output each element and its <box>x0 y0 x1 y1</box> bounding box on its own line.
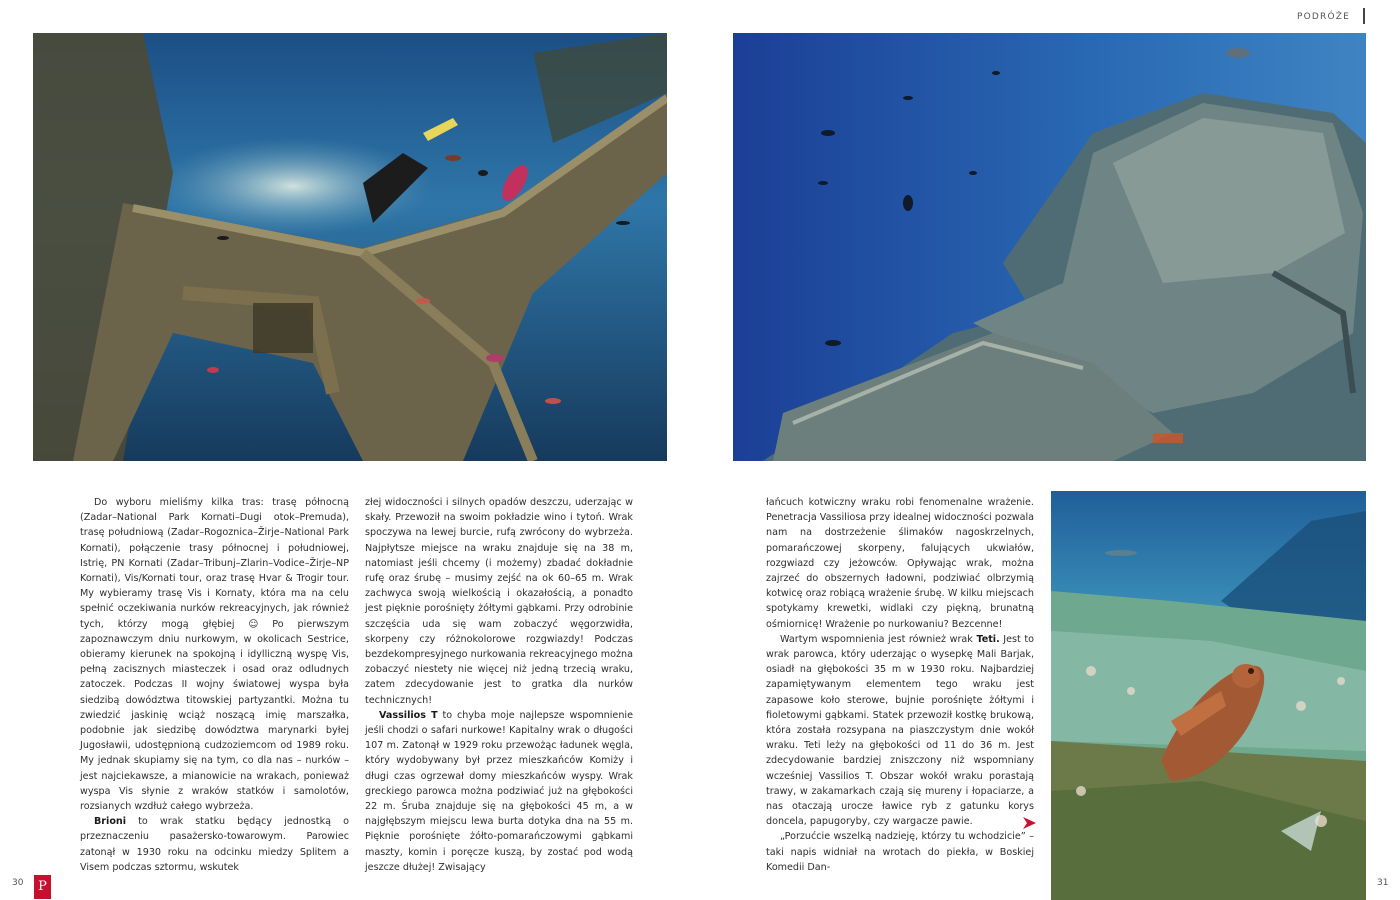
paragraph: „Porzućcie wszelką nadzieję, którzy tu wchodzicie” – taki napis widniał na wrotach do piekła, w Boskiej Komedii Dan- <box>766 831 1034 873</box>
wreck-name: Teti. <box>976 633 1000 645</box>
wreck-hull-photo <box>733 33 1366 461</box>
article-column-2 <box>365 495 633 875</box>
paragraph: łańcuch kotwiczny wraku robi fenomenalne wrażenie. Penetracja Vassiliosa przy idealnej widoczności pozwala nam na dostrzeżenie ślimaków nagoskrzelnych, pomarańczowej skorpeny, falujących ukwiałów, rozgwiazd czy jeżowców. Opływając wrak, można zajrzeć do obszernych ładowni, podziwiać olbrzymią kotwicę oraz robiącą wrażenie śrubę. W kilku miejscach spotykamy krewetki, widlaki czy piękną, brunatną ośmiornicę! Wrażenie po nurkowaniu? Bezcenne! <box>766 497 1034 630</box>
paragraph: Do wyboru mieliśmy kilka tras: trasę północną (Zadar–National Park Kornati–Dugi otok–Premuda), trasę południową (Zadar–Rogoznica–Žirje–National Park Kornati), połączenie trasy północnej i południowej, Istrię, PN Kornati (Zadar–Tribunj–Zlarin–Vodice–Žirje–NP Kornati), Vis/Kornati tour, oraz trasę Hvar & Trogir tour. My wybieramy trasę Vis i Kornaty, która ma na celu spełnić oczekiwania nurków rekreacyjnych, jak również tych, którzy mogą głębiej ☺ Po pierwszym zapoznawczym dniu nurkowym, w okolicach Sestrice, obieramy kierunek na spokojną i idylliczną wyspę Vis, pełną zacisznych miasteczek i osad oraz odludnych zatoczek. Podczas II wojny światowej wyspa była siedzibą dowództwa titowskiej partyzantki. Można tu zwiedzić jaskinię wciąż noszącą imię marszałka, podobnie jak siedzibę dowództwa marynarki byłej Jugosławii, udostępnioną cudzoziemcom od 1989 roku. My jednak skupiamy się na tym, co dla nas – nurków – jest najciekawsze, a mianowicie na wrakach, ponieważ wyspa Vis słynie z wraków statków i samolotów, rozsianych wzdłuż całego wybrzeża. <box>80 497 349 813</box>
paragraph: złej widoczności i silnych opadów deszczu, uderzając w skały. Przewoził na swoim pokładzie wino i tytoń. Wrak spoczywa na lewej burcie, rufą zwrócony do wybrzeża. Najpłytsze miejsce na wraku znajduje się na 38 m, natomiast jeśli chcemy (i możemy) zbadać dokładnie rufę oraz śrubę – musimy zejść na ok 60–65 m. Wrak zachwyca swoją wielkością i okazałością, a ponadto jest pięknie porośnięty żółtymi gąbkami. Przy odrobinie szczęścia uda się wam zobaczyć węgorzwidła, skorpeny czy różnokolorowe rozgwiazdy! Podczas bezdekompresyjnego nurkowania rekreacyjnego można zobaczyć niestety nie więcej niż jedną trzecią wraku, zatem zdecydowanie jest to gratka dla nurków technicznych! <box>365 497 633 706</box>
article-column-3 <box>766 495 1034 875</box>
wreck-diver-photo <box>33 33 667 461</box>
page-number-left: 30 <box>12 878 24 888</box>
scorpionfish-photo <box>1051 491 1366 900</box>
wreck-name: Brioni <box>94 816 127 828</box>
article-column-1 <box>80 495 349 875</box>
wreck-name: Vassilios T <box>379 709 438 721</box>
paragraph: Brioni to wrak statku będący jednostką o przeznaczeniu pasażersko-towarowym. Parowiec zatonął w 1930 roku na odcinku miedzy Splitem a Visem podczas sztormu, wskutek <box>80 816 349 873</box>
paragraph: Wartym wspomnienia jest również wrak Teti. Jest to wrak parowca, który uderzając o wysepkę Mali Barjak, osiadł na głębokości 35 m w 1930 roku. Najbardziej zapamiętywanym elementem tego wraku jest zapasowe koło sterowe, bujnie porośnięte żółtymi i fioletowymi gąbkami. Statek przewoził kostkę brukową, która została rozsypana na piaszczystym dnie wokół wraku. Teti leży na głębokości od 11 do 36 m. Jest zdecydowanie bardziej zniszczony niż wspomniany wcześniej Vassilios T. Obszar wokół wraku porastają trawy, w zakamarkach czają się mureny i łopaciarze, a nas otaczają urocze ławice ryb z gatunku korys doncela, papugoryby, czy wargacze pawie. <box>766 633 1034 828</box>
section-divider <box>1363 8 1365 24</box>
section-label: PODRÓŻE <box>1296 12 1350 22</box>
magazine-logo-icon: P <box>34 875 51 899</box>
page-number-right: 31 <box>1377 878 1389 888</box>
arrow-right-icon <box>1023 817 1036 829</box>
paragraph: Vassilios T to chyba moje najlepsze wspomnienie jeśli chodzi o safari nurkowe! Kapitalny wrak o długości 107 m. Zatonął w 1929 roku przewożąc ładunek węgla, który wydobywany był przez mieszkańców Komiży i długi czas ogrzewał domy mieszkańców wyspy. Wrak greckiego parowca można podziwiać już na głębokości 22 m. Śruba znajduje się na głębokości 45 m, a w najgłębszym miejscu lewa burta dotyka dna na 55 m. Pięknie porośnięte żółto-pomarańczowymi gąbkami maszty, komin i poręcze kuszą, by zostać pod wodą jeszcze dłużej! Zwisający <box>365 709 633 873</box>
